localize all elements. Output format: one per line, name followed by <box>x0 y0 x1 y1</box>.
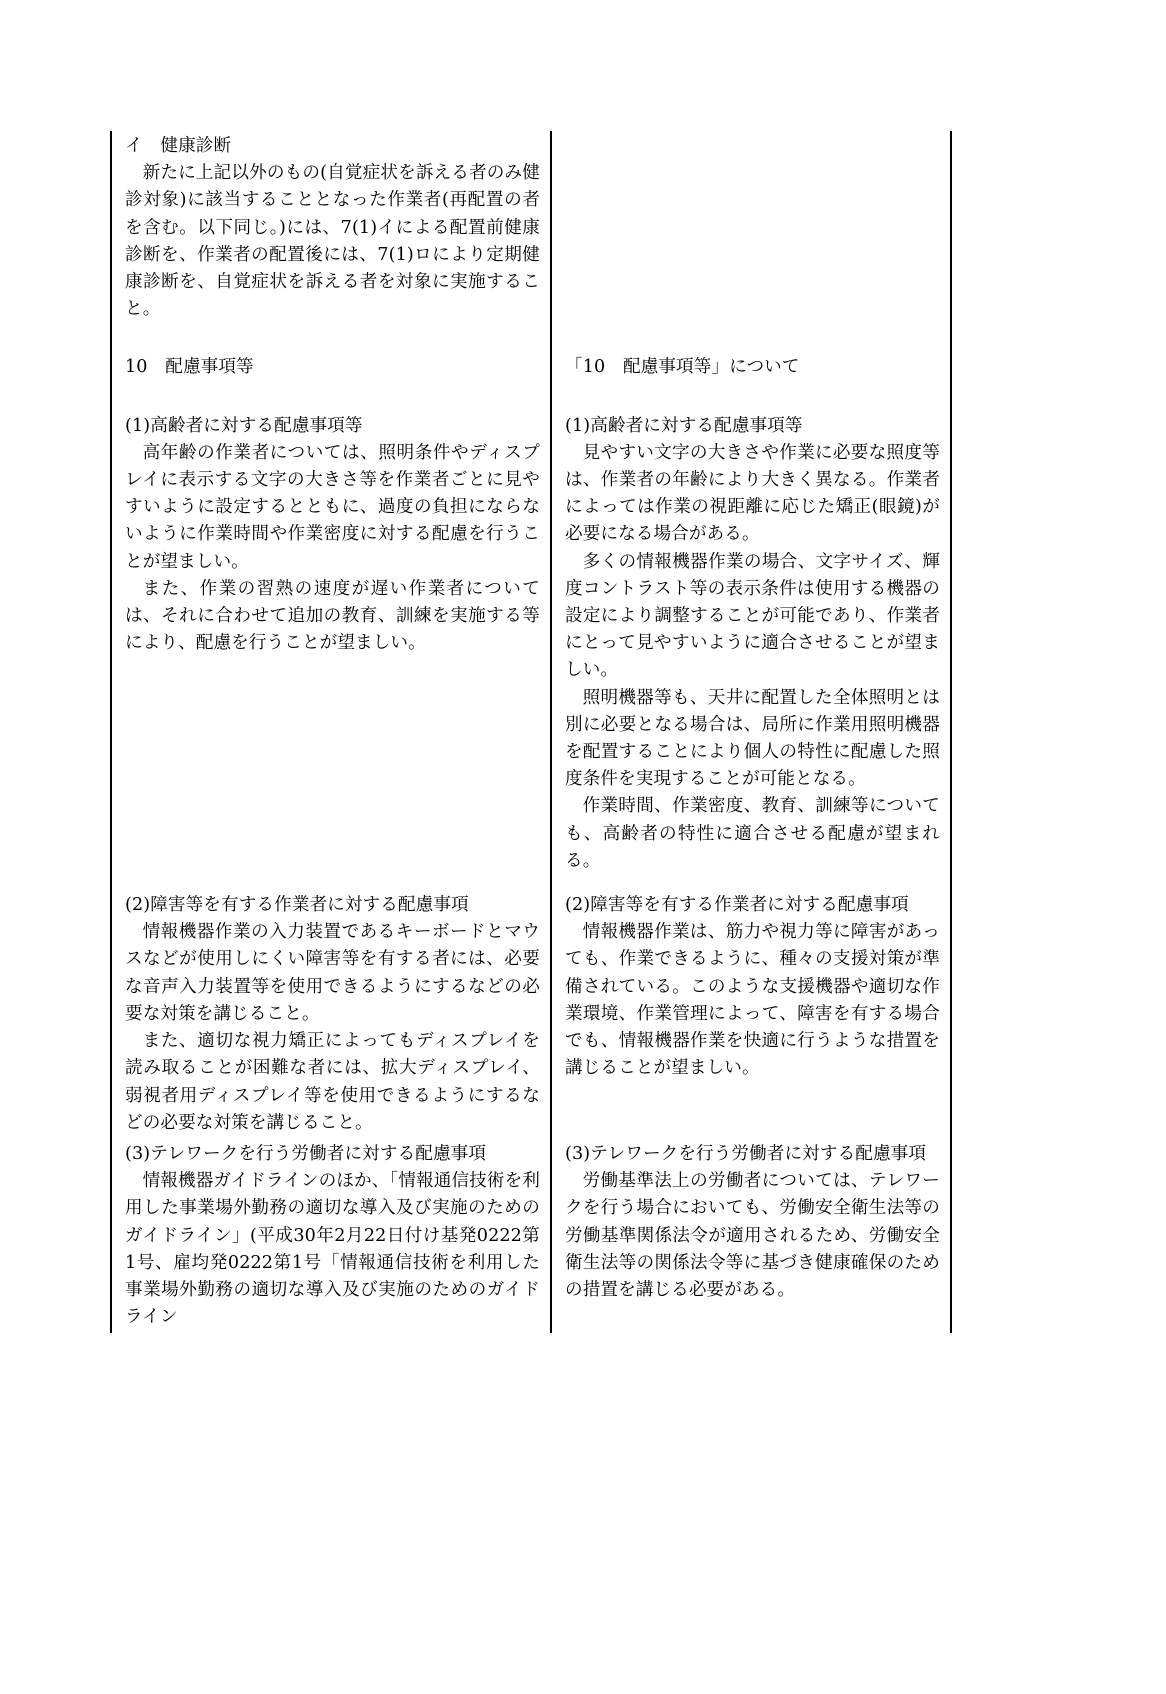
table-row <box>111 352 951 410</box>
paragraph-health-check: 新たに上記以外のもの(自覚症状を訴える者のみ健診対象)に該当することとなった作業者(再配置の者を含む。以下同じ。)には、7(1)イによる配置前健康診断を、作業者の配置後には、7(1)ロにより定期健康診断を、自覚症状を訴える者を対象に実施すること。 <box>125 163 540 320</box>
column-rule-middle <box>550 131 552 1333</box>
heading-10-3-commentary: (3)テレワークを行う労働者に対する配慮事項 <box>565 1143 927 1164</box>
paragraph-10-1-commentary-b: 多くの情報機器作業の場合、文字サイズ、輝度コントラスト等の表示条件は使用する機器の設定により調整することが可能であり、作業者にとって見やすいように適合させることが望ましい。 <box>565 551 940 681</box>
paragraph-10-3-a: 情報機器ガイドラインのほか、「情報通信技術を利用した事業場外勤務の適切な導入及び実施のためのガイドライン」(平成30年2月22日付け基発0222第1号、雇均発0222第1号「情報通信技術を利用した事業場外勤務の適切な導入及び実施のためのガイドライン <box>125 1171 540 1328</box>
heading-10-1: (1)高齢者に対する配慮事項等 <box>125 415 363 436</box>
table-row <box>111 411 951 890</box>
paragraph-10-2-commentary-a: 情報機器作業は、筋力や視力等に障害があっても、作業できるように、種々の支援対策が準備されている。このような支援機器や適切な作業環境、作業管理によって、障害を有する場合でも、情報機器作業を快適に行うような措置を講じることが望ましい。 <box>565 922 940 1079</box>
paragraph-10-2-b: また、適切な視力矯正によってもディスプレイを読み取ることが困難な者には、拡大ディスプレイ、弱視者用ディスプレイ等を使用できるようにするなどの必要な対策を講じること。 <box>125 1031 540 1133</box>
cell-left-section-10-title <box>111 352 551 410</box>
cell-left-10-2 <box>111 890 551 1139</box>
cell-left-10-3 <box>111 1139 551 1333</box>
paragraph-gap <box>565 382 940 409</box>
cell-right-10-1 <box>551 411 951 890</box>
paragraph-10-1-commentary-d: 作業時間、作業密度、教育、訓練等についても、高齢者の特性に適合させる配慮が望まれる。 <box>565 796 940 871</box>
paragraph-gap <box>125 323 540 350</box>
column-rule-left <box>110 131 112 1333</box>
heading-10-2-commentary: (2)障害等を有する作業者に対する配慮事項 <box>565 895 909 916</box>
paragraph-10-1-commentary-a: 見やすい文字の大きさや作業に必要な照度等は、作業者の年齢により大きく異なる。作業者によっては作業の視距離に応じた矯正(眼鏡)が必要になる場合がある。 <box>565 442 940 545</box>
section-10-title-commentary: 「10 配慮事項等」について <box>565 357 800 378</box>
table-row <box>111 1139 951 1333</box>
paragraph-10-2-a: 情報機器作業の入力装置であるキーボードとマウスなどが使用しにくい障害等を有する者には、必要な音声入力装置等を使用できるようにするなどの必要な対策を講じること。 <box>125 922 540 1024</box>
column-rule-right <box>950 131 952 1333</box>
heading-health-check: イ 健康診断 <box>125 136 232 156</box>
table-row <box>111 131 951 352</box>
table-row <box>111 890 951 1139</box>
heading-10-1-commentary: (1)高齢者に対する配慮事項等 <box>565 415 803 436</box>
cell-left-10-1 <box>111 411 551 890</box>
paragraph-10-3-commentary-a: 労働基準法上の労働者については、テレワークを行う場合においても、労働安全衛生法等の労働基準関係法令が適用されるため、労働安全衛生法等の関係法令等に基づき健康確保のための措置を講じる必要がある。 <box>565 1171 940 1300</box>
cell-right-section-10-title <box>551 352 951 410</box>
cell-right-10-2 <box>551 890 951 1139</box>
cell-right-health-check <box>551 131 951 352</box>
paragraph-10-1-commentary-c: 照明機器等も、天井に配置した全体照明とは別に必要となる場合は、局所に作業用照明機器を配置することにより個人の特性に配慮した照度条件を実現することが可能となる。 <box>565 687 940 790</box>
paragraph-10-1-a: 高年齢の作業者については、照明条件やディスプレイに表示する文字の大きさ等を作業者ごとに見やすいように設定するとともに、過度の負担にならないように作業時間や作業密度に対する配慮を行うことが望ましい。 <box>125 442 540 572</box>
paragraph-gap <box>125 382 540 409</box>
section-10-title: 10 配慮事項等 <box>125 357 254 378</box>
cell-right-10-3 <box>551 1139 951 1333</box>
paragraph-gap <box>565 875 940 888</box>
heading-10-2: (2)障害等を有する作業者に対する配慮事項 <box>125 895 469 916</box>
guideline-comparison-table <box>110 131 951 1333</box>
cell-left-health-check <box>111 131 551 352</box>
heading-health-check-commentary <box>565 133 940 160</box>
paragraph-10-1-b: また、作業の習熟の速度が遅い作業者については、それに合わせて追加の教育、訓練を実施する等により、配慮を行うことが望ましい。 <box>125 578 540 654</box>
heading-10-3: (3)テレワークを行う労働者に対する配慮事項 <box>125 1143 487 1164</box>
